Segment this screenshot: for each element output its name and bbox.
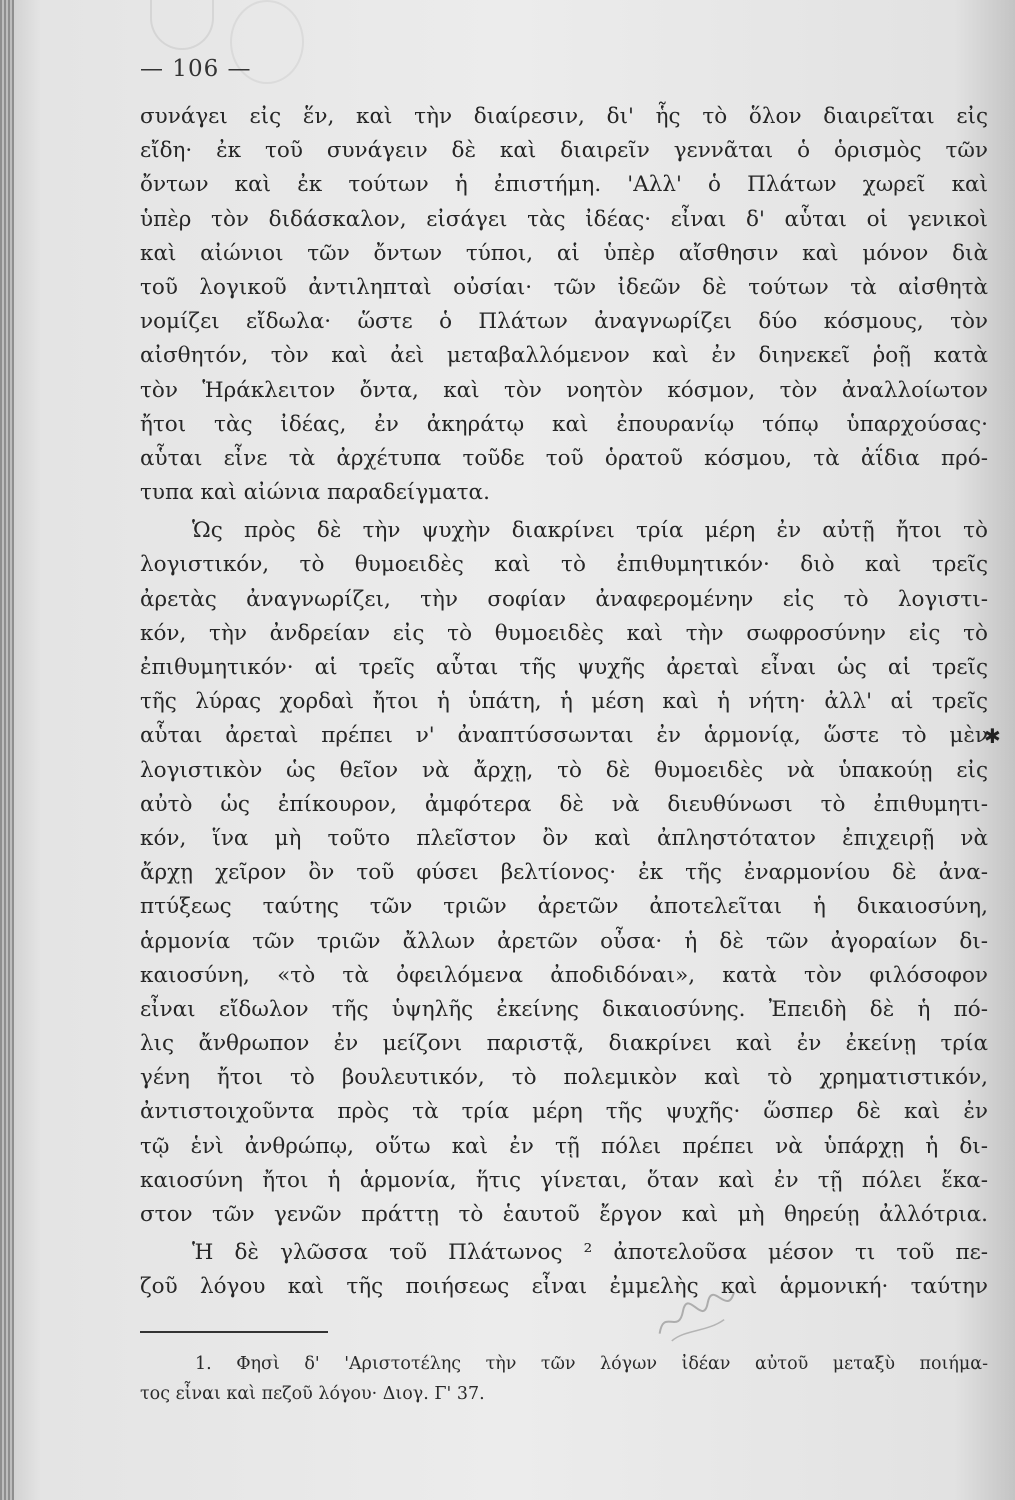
text-line: ὄντων καὶ ἐκ τούτων ἡ ἐπιστήμη. 'Αλλ' ὁ Πλάτων χωρεῖ καὶ xyxy=(140,172,988,198)
text-line: ἐπιθυμητικόν· αἱ τρεῖς αὗται τῆς ψυχῆς ἀρεταὶ εἶναι ὡς αἱ τρεῖς xyxy=(140,655,988,680)
text-line: στον τῶν γενῶν πράττῃ τὸ ἑαυτοῦ ἔργον καὶ μὴ θηρεύῃ ἀλλότρια. xyxy=(140,1202,988,1227)
footnote-line: τος εἶναι καὶ πεζοῦ λόγου· Διογ. Γ' 37. xyxy=(140,1384,485,1404)
text-line: αὗται εἶνε τὰ ἀρχέτυπα τοῦδε τοῦ ὁρατοῦ κόσμου, τὰ ἀΐδια πρό- xyxy=(140,445,988,471)
text-line: αὗται ἀρεταὶ πρέπει ν' ἀναπτύσσωνται ἐν ἁρμονίᾳ, ὥστε τὸ μὲν xyxy=(140,723,988,749)
text-line: λις ἄνθρωπον ἐν μείζονι παριστᾷ, διακρίνει καὶ ἐν ἐκείνῃ τρία xyxy=(140,1031,988,1057)
footnote-separator xyxy=(140,1331,328,1333)
footnotes xyxy=(140,1349,988,1409)
text-line: γένη ἤτοι τὸ βουλευτικόν, τὸ πολεμικὸν καὶ τὸ χρηματιστικόν, xyxy=(140,1065,988,1091)
text-line: ἄρχῃ χεῖρον ὂν τοῦ φύσει βελτίονος· ἐκ τῆς ἐναρμονίου δὲ ἀνα- xyxy=(140,860,988,886)
text-line: κόν, τὴν ἀνδρείαν εἰς τὸ θυμοειδὲς καὶ τὴν σωφροσύνην εἰς τὸ xyxy=(140,620,988,646)
text-line: τῷ ἑνὶ ἀνθρώπῳ, οὕτω καὶ ἐν τῇ πόλει πρέπει νὰ ὑπάρχῃ ἡ δι- xyxy=(140,1133,988,1159)
margin-mark: ✱ xyxy=(984,724,1001,748)
text-line: κόν, ἵνα μὴ τοῦτο πλεῖστον ὂν καὶ ἀπληστότατον ἐπιχειρῇ νὰ xyxy=(140,825,988,851)
watermark-ornament xyxy=(150,0,214,50)
text-line: νομίζει εἴδωλα· ὥστε ὁ Πλάτων ἀναγνωρίζει δύο κόσμους, τὸν xyxy=(140,309,988,335)
text-line: λογιστικόν, τὸ θυμοειδὲς καὶ τὸ ἐπιθυμητικόν· διὸ καὶ τρεῖς xyxy=(140,552,988,578)
page-edge-stack xyxy=(0,0,14,1500)
text-line: εἶναι εἴδωλον τῆς ὑψηλῆς ἐκείνης δικαιοσύνης. Ἐπειδὴ δὲ ἡ πό- xyxy=(140,996,988,1022)
text-line: τυπα καὶ αἰώνια παραδείγματα. xyxy=(140,480,490,506)
page-number: — 106 — xyxy=(140,56,252,82)
text-line: ἤτοι τὰς ἰδέας, ἐν ἀκηράτῳ καὶ ἐπουρανίῳ τόπῳ ὑπαρχούσας· xyxy=(140,411,988,437)
text-line: αὐτὸ ὡς ἐπίκουρον, ἀμφότερα δὲ νὰ διευθύνωσι τὸ ἐπιθυμητι- xyxy=(140,791,988,817)
text-line: αἰσθητόν, τὸν καὶ ἀεὶ μεταβαλλόμενον καὶ ἐν διηνεκεῖ ῥοῇ κατὰ xyxy=(140,343,988,369)
paragraph-start-line: Ἡ δὲ γλῶσσα τοῦ Πλάτωνος ² ἀποτελοῦσα μέσον τι τοῦ πε- xyxy=(192,1240,988,1266)
text-line: ἀρετὰς ἀναγνωρίζει, τὴν σοφίαν ἀναφερομένην εἰς τὸ λογιστι- xyxy=(140,586,988,612)
text-line: καιοσύνη ἤτοι ἡ ἁρμονία, ἥτις γίνεται, ὅταν καὶ ἐν τῇ πόλει ἕκα- xyxy=(140,1167,988,1193)
text-line: εἴδη· ἐκ τοῦ συνάγειν δὲ καὶ διαιρεῖν γεννᾶται ὁ ὁρισμὸς τῶν xyxy=(140,138,988,164)
text-line: καὶ αἰώνιοι τῶν ὄντων τύποι, αἱ ὑπὲρ αἴσθησιν καὶ μόνον διὰ xyxy=(140,240,988,266)
body-text xyxy=(140,100,988,1305)
text-line: τὸν Ἡράκλειτον ὄντα, καὶ τὸν νοητὸν κόσμον, τὸν ἀναλλοίωτον xyxy=(140,377,988,403)
text-line: ὑπὲρ τὸν διδάσκαλον, εἰσάγει τὰς ἰδέας· εἶναι δ' αὗται οἱ γενικοὶ xyxy=(140,206,988,232)
footnote-line: 1. Φησὶ δ' 'Αριστοτέλης τὴν τῶν λόγων ἰδέαν αὐτοῦ μεταξὺ ποιήμα- xyxy=(195,1354,988,1374)
text-line: ζοῦ λόγου καὶ τῆς ποιήσεως εἶναι ἐμμελὴς καὶ ἁρμονική· ταύτην xyxy=(140,1274,988,1300)
text-line: τοῦ λογικοῦ ἀντιληπταὶ οὐσίαι· τῶν ἰδεῶν δὲ τούτων τὰ αἰσθητὰ xyxy=(140,274,988,300)
text-line: τῆς λύρας χορδαὶ ἤτοι ἡ ὑπάτη, ἡ μέση καὶ ἡ νήτη· ἀλλ' αἱ τρεῖς xyxy=(140,689,988,715)
text-line: ἁρμονία τῶν τριῶν ἄλλων ἀρετῶν οὖσα· ἡ δὲ τῶν ἀγοραίων δι- xyxy=(140,928,988,954)
paragraph-start-line: Ὡς πρὸς δὲ τὴν ψυχὴν διακρίνει τρία μέρη ἐν αὐτῇ ἤτοι τὸ xyxy=(192,518,988,544)
text-line: λογιστικὸν ὡς θεῖον νὰ ἄρχῃ, τὸ δὲ θυμοειδὲς νὰ ὑπακούῃ εἰς xyxy=(140,757,988,783)
text-line: ἀντιστοιχοῦντα πρὸς τὰ τρία μέρη τῆς ψυχῆς· ὥσπερ δὲ καὶ ἐν xyxy=(140,1099,988,1125)
text-line: συνάγει εἰς ἕν, καὶ τὴν διαίρεσιν, δι' ἧς τὸ ὅλον διαιρεῖται εἰς xyxy=(140,104,988,129)
text-line: πτύξεως ταύτης τῶν τριῶν ἀρετῶν ἀποτελεῖται ἡ δικαιοσύνη, xyxy=(140,894,988,920)
text-line: καιοσύνη, «τὸ τὰ ὀφειλόμενα ἀποδιδόναι», κατὰ τὸν φιλόσοφον xyxy=(140,962,988,988)
